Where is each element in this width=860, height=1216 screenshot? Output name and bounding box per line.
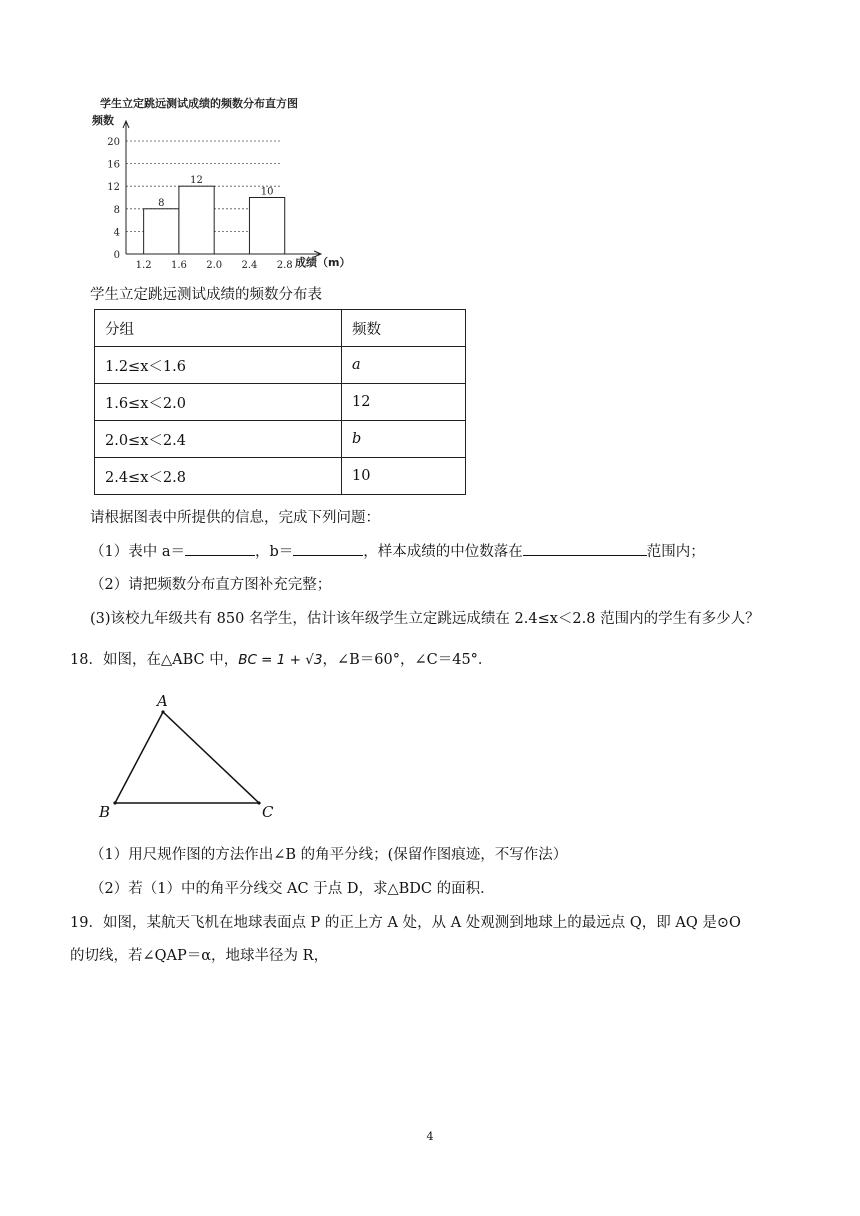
q19-line2: 的切线，若∠QAP＝α，地球半径为 R， (70, 948, 329, 964)
histogram-bar (249, 198, 284, 255)
answer-blank-b (293, 541, 363, 556)
table-cell: 1.2≤x＜1.6 (95, 347, 342, 384)
vertex-b (113, 801, 116, 804)
x-tick-label: 2.8 (276, 260, 293, 271)
chart-title: 学生立定跳远测试成绩的频数分布直方图 (100, 97, 298, 110)
label-c: C (262, 803, 274, 821)
frequency-table (94, 309, 466, 495)
q17-part1-c: ，样本成绩的中位数落在 (363, 544, 523, 560)
vertex-a (161, 710, 164, 713)
bar-data-label: 12 (190, 175, 203, 187)
label-b: B (99, 803, 111, 821)
q18-stem-a: 18．如图，在△ABC 中， (70, 652, 239, 668)
header-cell: 分组 (95, 310, 342, 347)
q18-part1: （1）用尺规作图的方法作出∠B 的角平分线；(保留作图痕迹，不写作法） (90, 847, 568, 863)
x-tick-label: 2.0 (206, 260, 223, 271)
table-cell: 2.0≤x＜2.4 (95, 421, 342, 458)
y-tick-label: 20 (107, 137, 120, 148)
table-row (95, 347, 466, 384)
y-tick-label: 12 (107, 182, 120, 194)
answer-blank-a (185, 541, 255, 556)
y-tick-label: 0 (113, 250, 120, 261)
table-cell: b (342, 421, 466, 458)
y-tick-label: 8 (113, 204, 120, 216)
histogram-bar (179, 186, 214, 254)
y-tick-label: 4 (113, 227, 120, 239)
label-a: A (157, 692, 168, 710)
q18-part2: （2）若（1）中的角平分线交 AC 于点 D，求△BDC 的面积． (90, 881, 495, 897)
answer-blank-median (523, 541, 647, 556)
table-cell: 10 (342, 458, 466, 495)
triangle-abc (115, 712, 259, 803)
table-row (95, 458, 466, 495)
x-tick-label: 1.2 (135, 260, 152, 271)
page-number: 4 (426, 1130, 434, 1143)
q18-formula: BC = 1 + √3 (238, 652, 323, 668)
frequency-histogram (90, 94, 360, 274)
q18-stem (70, 648, 492, 669)
q19-line1: 19．如图，某航天飞机在地球表面点 P 的正上方 A 处，从 A 处观测到地球上的最远点 Q，即 AQ 是⊙O (70, 915, 741, 931)
q17-part1 (90, 540, 705, 561)
histogram-bar (144, 209, 179, 254)
table-row (95, 421, 466, 458)
triangle-abc-figure (95, 690, 285, 825)
table-cell: 1.6≤x＜2.0 (95, 384, 342, 421)
q17-part3: (3)该校九年级共有 850 名学生，估计该年级学生立定跳远成绩在 2.4≤x＜2.8 范围内的学生有多少人？ (90, 611, 760, 627)
q17-part2: （2）请把频数分布直方图补充完整； (90, 577, 332, 593)
q17-prompt: 请根据图表中所提供的信息，完成下列问题： (90, 510, 380, 526)
q18-stem-b: ，∠B＝60°，∠C＝45°． (322, 652, 493, 668)
q17-part1-a: （1）表中 a＝ (90, 544, 185, 560)
y-tick-label: 16 (107, 159, 120, 171)
table-caption: 学生立定跳远测试成绩的频数分布表 (90, 287, 322, 303)
table-header-row (95, 310, 466, 347)
x-axis-label: 成绩（m） (295, 256, 351, 269)
table-row (95, 384, 466, 421)
q17-part1-d: 范围内； (646, 544, 705, 560)
bar-data-label: 10 (260, 186, 274, 198)
table-cell: a (342, 347, 466, 384)
header-cell: 频数 (342, 310, 466, 347)
table-cell: 12 (342, 384, 466, 421)
bar-data-label: 8 (158, 197, 165, 209)
q17-part1-b: ，b＝ (254, 544, 294, 560)
x-tick-label: 2.4 (241, 260, 258, 271)
y-axis-label: 频数 (92, 114, 114, 127)
vertex-c (257, 801, 260, 804)
x-tick-label: 1.6 (170, 260, 187, 271)
table-cell: 2.4≤x＜2.8 (95, 458, 342, 495)
